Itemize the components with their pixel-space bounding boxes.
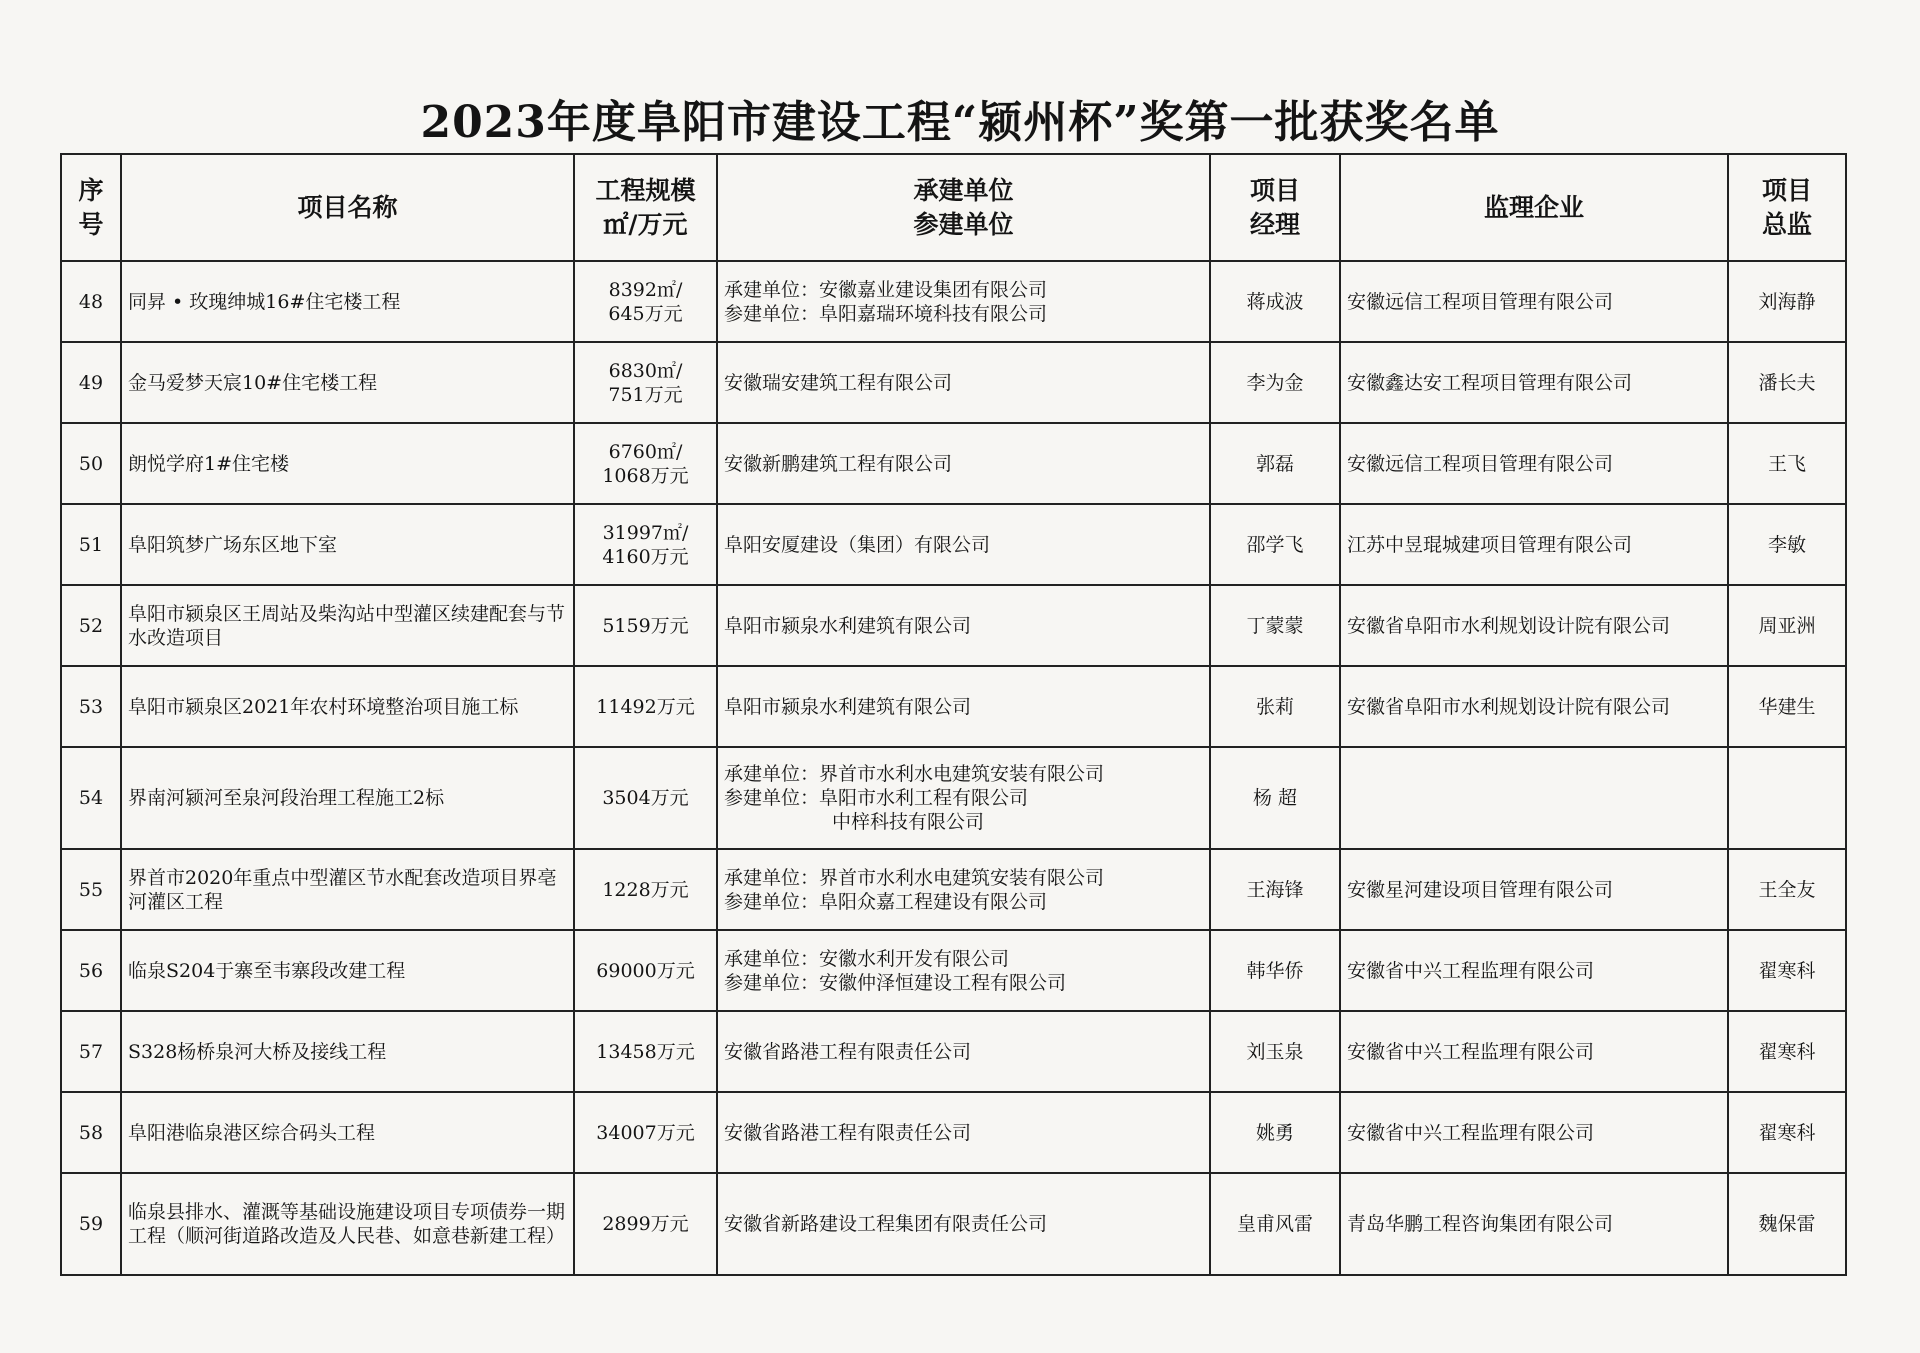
row-director: 王全友 bbox=[1728, 849, 1846, 930]
row-no: 51 bbox=[61, 504, 121, 585]
table-row bbox=[61, 585, 1846, 666]
row-manager: 李为金 bbox=[1210, 342, 1340, 423]
row-director: 王飞 bbox=[1728, 423, 1846, 504]
row-director: 华建生 bbox=[1728, 666, 1846, 747]
row-scale: 69000万元 bbox=[574, 930, 717, 1011]
row-director: 翟寒科 bbox=[1728, 1011, 1846, 1092]
row-supervisor: 青岛华鹏工程咨询集团有限公司 bbox=[1340, 1173, 1728, 1275]
row-project-name: 朗悦学府1#住宅楼 bbox=[121, 423, 574, 504]
row-scale: 1228万元 bbox=[574, 849, 717, 930]
table-row bbox=[61, 666, 1846, 747]
table-row bbox=[61, 342, 1846, 423]
table-row bbox=[61, 930, 1846, 1011]
row-project-name: 临泉县排水、灌溉等基础设施建设项目专项债券一期工程（顺河街道路改造及人民巷、如意巷新建工程） bbox=[121, 1173, 574, 1275]
row-builder: 安徽省新路建设工程集团有限责任公司 bbox=[717, 1173, 1210, 1275]
row-project-name: 金马爱梦天宸10#住宅楼工程 bbox=[121, 342, 574, 423]
row-project-name: 界南河颍河至泉河段治理工程施工2标 bbox=[121, 747, 574, 849]
row-scale: 31997㎡/ 4160万元 bbox=[574, 504, 717, 585]
row-supervisor: 安徽鑫达安工程项目管理有限公司 bbox=[1340, 342, 1728, 423]
header-no: 序 号 bbox=[61, 154, 121, 261]
row-director: 潘长夫 bbox=[1728, 342, 1846, 423]
table-row bbox=[61, 747, 1846, 849]
row-scale: 3504万元 bbox=[574, 747, 717, 849]
row-director: 翟寒科 bbox=[1728, 930, 1846, 1011]
row-manager: 张莉 bbox=[1210, 666, 1340, 747]
header-project-name: 项目名称 bbox=[121, 154, 574, 261]
row-builder: 阜阳市颍泉水利建筑有限公司 bbox=[717, 585, 1210, 666]
row-no: 57 bbox=[61, 1011, 121, 1092]
row-supervisor: 安徽远信工程项目管理有限公司 bbox=[1340, 423, 1728, 504]
header-scale: 工程规模 ㎡/万元 bbox=[574, 154, 717, 261]
table-header-row bbox=[61, 154, 1846, 261]
row-builder: 阜阳安厦建设（集团）有限公司 bbox=[717, 504, 1210, 585]
row-no: 50 bbox=[61, 423, 121, 504]
row-scale: 34007万元 bbox=[574, 1092, 717, 1173]
table-row bbox=[61, 1173, 1846, 1275]
row-supervisor: 安徽远信工程项目管理有限公司 bbox=[1340, 261, 1728, 342]
header-manager: 项目 经理 bbox=[1210, 154, 1340, 261]
row-builder: 承建单位：界首市水利水电建筑安装有限公司 参建单位：阜阳众嘉工程建设有限公司 bbox=[717, 849, 1210, 930]
table-row bbox=[61, 504, 1846, 585]
row-project-name: S328杨桥泉河大桥及接线工程 bbox=[121, 1011, 574, 1092]
row-no: 48 bbox=[61, 261, 121, 342]
row-no: 53 bbox=[61, 666, 121, 747]
row-no: 55 bbox=[61, 849, 121, 930]
row-manager: 郭磊 bbox=[1210, 423, 1340, 504]
row-director: 翟寒科 bbox=[1728, 1092, 1846, 1173]
row-no: 56 bbox=[61, 930, 121, 1011]
row-project-name: 阜阳筑梦广场东区地下室 bbox=[121, 504, 574, 585]
row-manager: 韩华侨 bbox=[1210, 930, 1340, 1011]
row-builder: 安徽瑞安建筑工程有限公司 bbox=[717, 342, 1210, 423]
header-supervisor: 监理企业 bbox=[1340, 154, 1728, 261]
row-scale: 6760㎡/ 1068万元 bbox=[574, 423, 717, 504]
row-supervisor: 安徽星河建设项目管理有限公司 bbox=[1340, 849, 1728, 930]
row-director: 李敏 bbox=[1728, 504, 1846, 585]
row-manager: 王海锋 bbox=[1210, 849, 1340, 930]
row-project-name: 界首市2020年重点中型灌区节水配套改造项目界亳河灌区工程 bbox=[121, 849, 574, 930]
row-manager: 丁蒙蒙 bbox=[1210, 585, 1340, 666]
row-supervisor: 安徽省中兴工程监理有限公司 bbox=[1340, 1011, 1728, 1092]
row-manager: 刘玉泉 bbox=[1210, 1011, 1340, 1092]
row-builder: 安徽新鹏建筑工程有限公司 bbox=[717, 423, 1210, 504]
row-scale: 6830㎡/ 751万元 bbox=[574, 342, 717, 423]
row-manager: 蒋成波 bbox=[1210, 261, 1340, 342]
row-builder: 安徽省路港工程有限责任公司 bbox=[717, 1011, 1210, 1092]
row-no: 49 bbox=[61, 342, 121, 423]
award-table bbox=[60, 153, 1847, 1276]
row-project-name: 同昇 • 玫瑰绅城16#住宅楼工程 bbox=[121, 261, 574, 342]
row-supervisor: 安徽省阜阳市水利规划设计院有限公司 bbox=[1340, 666, 1728, 747]
row-manager: 姚勇 bbox=[1210, 1092, 1340, 1173]
table-row bbox=[61, 1011, 1846, 1092]
row-project-name: 阜阳港临泉港区综合码头工程 bbox=[121, 1092, 574, 1173]
row-supervisor: 安徽省阜阳市水利规划设计院有限公司 bbox=[1340, 585, 1728, 666]
table-row bbox=[61, 849, 1846, 930]
row-builder: 阜阳市颍泉水利建筑有限公司 bbox=[717, 666, 1210, 747]
row-director: 魏保雷 bbox=[1728, 1173, 1846, 1275]
row-no: 58 bbox=[61, 1092, 121, 1173]
row-no: 52 bbox=[61, 585, 121, 666]
row-manager: 杨 超 bbox=[1210, 747, 1340, 849]
row-scale: 13458万元 bbox=[574, 1011, 717, 1092]
page-title: 2023年度阜阳市建设工程“颍州杯”奖第一批获奖名单 bbox=[420, 97, 1500, 148]
table-row bbox=[61, 1092, 1846, 1173]
header-director: 项目 总监 bbox=[1728, 154, 1846, 261]
row-director: 周亚洲 bbox=[1728, 585, 1846, 666]
table-row bbox=[61, 423, 1846, 504]
row-director: 刘海静 bbox=[1728, 261, 1846, 342]
row-director bbox=[1728, 747, 1846, 849]
row-manager: 邵学飞 bbox=[1210, 504, 1340, 585]
row-scale: 5159万元 bbox=[574, 585, 717, 666]
row-project-name: 阜阳市颍泉区王周站及柴沟站中型灌区续建配套与节水改造项目 bbox=[121, 585, 574, 666]
header-builder: 承建单位 参建单位 bbox=[717, 154, 1210, 261]
row-builder: 承建单位：安徽水利开发有限公司 参建单位：安徽仲泽恒建设工程有限公司 bbox=[717, 930, 1210, 1011]
table-row bbox=[61, 261, 1846, 342]
row-scale: 8392㎡/ 645万元 bbox=[574, 261, 717, 342]
row-builder: 承建单位：界首市水利水电建筑安装有限公司 参建单位：阜阳市水利工程有限公司 中梓科技有限公司 bbox=[717, 747, 1210, 849]
row-supervisor bbox=[1340, 747, 1728, 849]
row-supervisor: 江苏中昱琨城建项目管理有限公司 bbox=[1340, 504, 1728, 585]
row-manager: 皇甫风雷 bbox=[1210, 1173, 1340, 1275]
row-scale: 11492万元 bbox=[574, 666, 717, 747]
row-no: 54 bbox=[61, 747, 121, 849]
row-scale: 2899万元 bbox=[574, 1173, 717, 1275]
row-supervisor: 安徽省中兴工程监理有限公司 bbox=[1340, 930, 1728, 1011]
row-builder: 承建单位：安徽嘉业建设集团有限公司 参建单位：阜阳嘉瑞环境科技有限公司 bbox=[717, 261, 1210, 342]
row-supervisor: 安徽省中兴工程监理有限公司 bbox=[1340, 1092, 1728, 1173]
row-builder: 安徽省路港工程有限责任公司 bbox=[717, 1092, 1210, 1173]
row-project-name: 阜阳市颍泉区2021年农村环境整治项目施工标 bbox=[121, 666, 574, 747]
row-no: 59 bbox=[61, 1173, 121, 1275]
row-project-name: 临泉S204于寨至韦寨段改建工程 bbox=[121, 930, 574, 1011]
